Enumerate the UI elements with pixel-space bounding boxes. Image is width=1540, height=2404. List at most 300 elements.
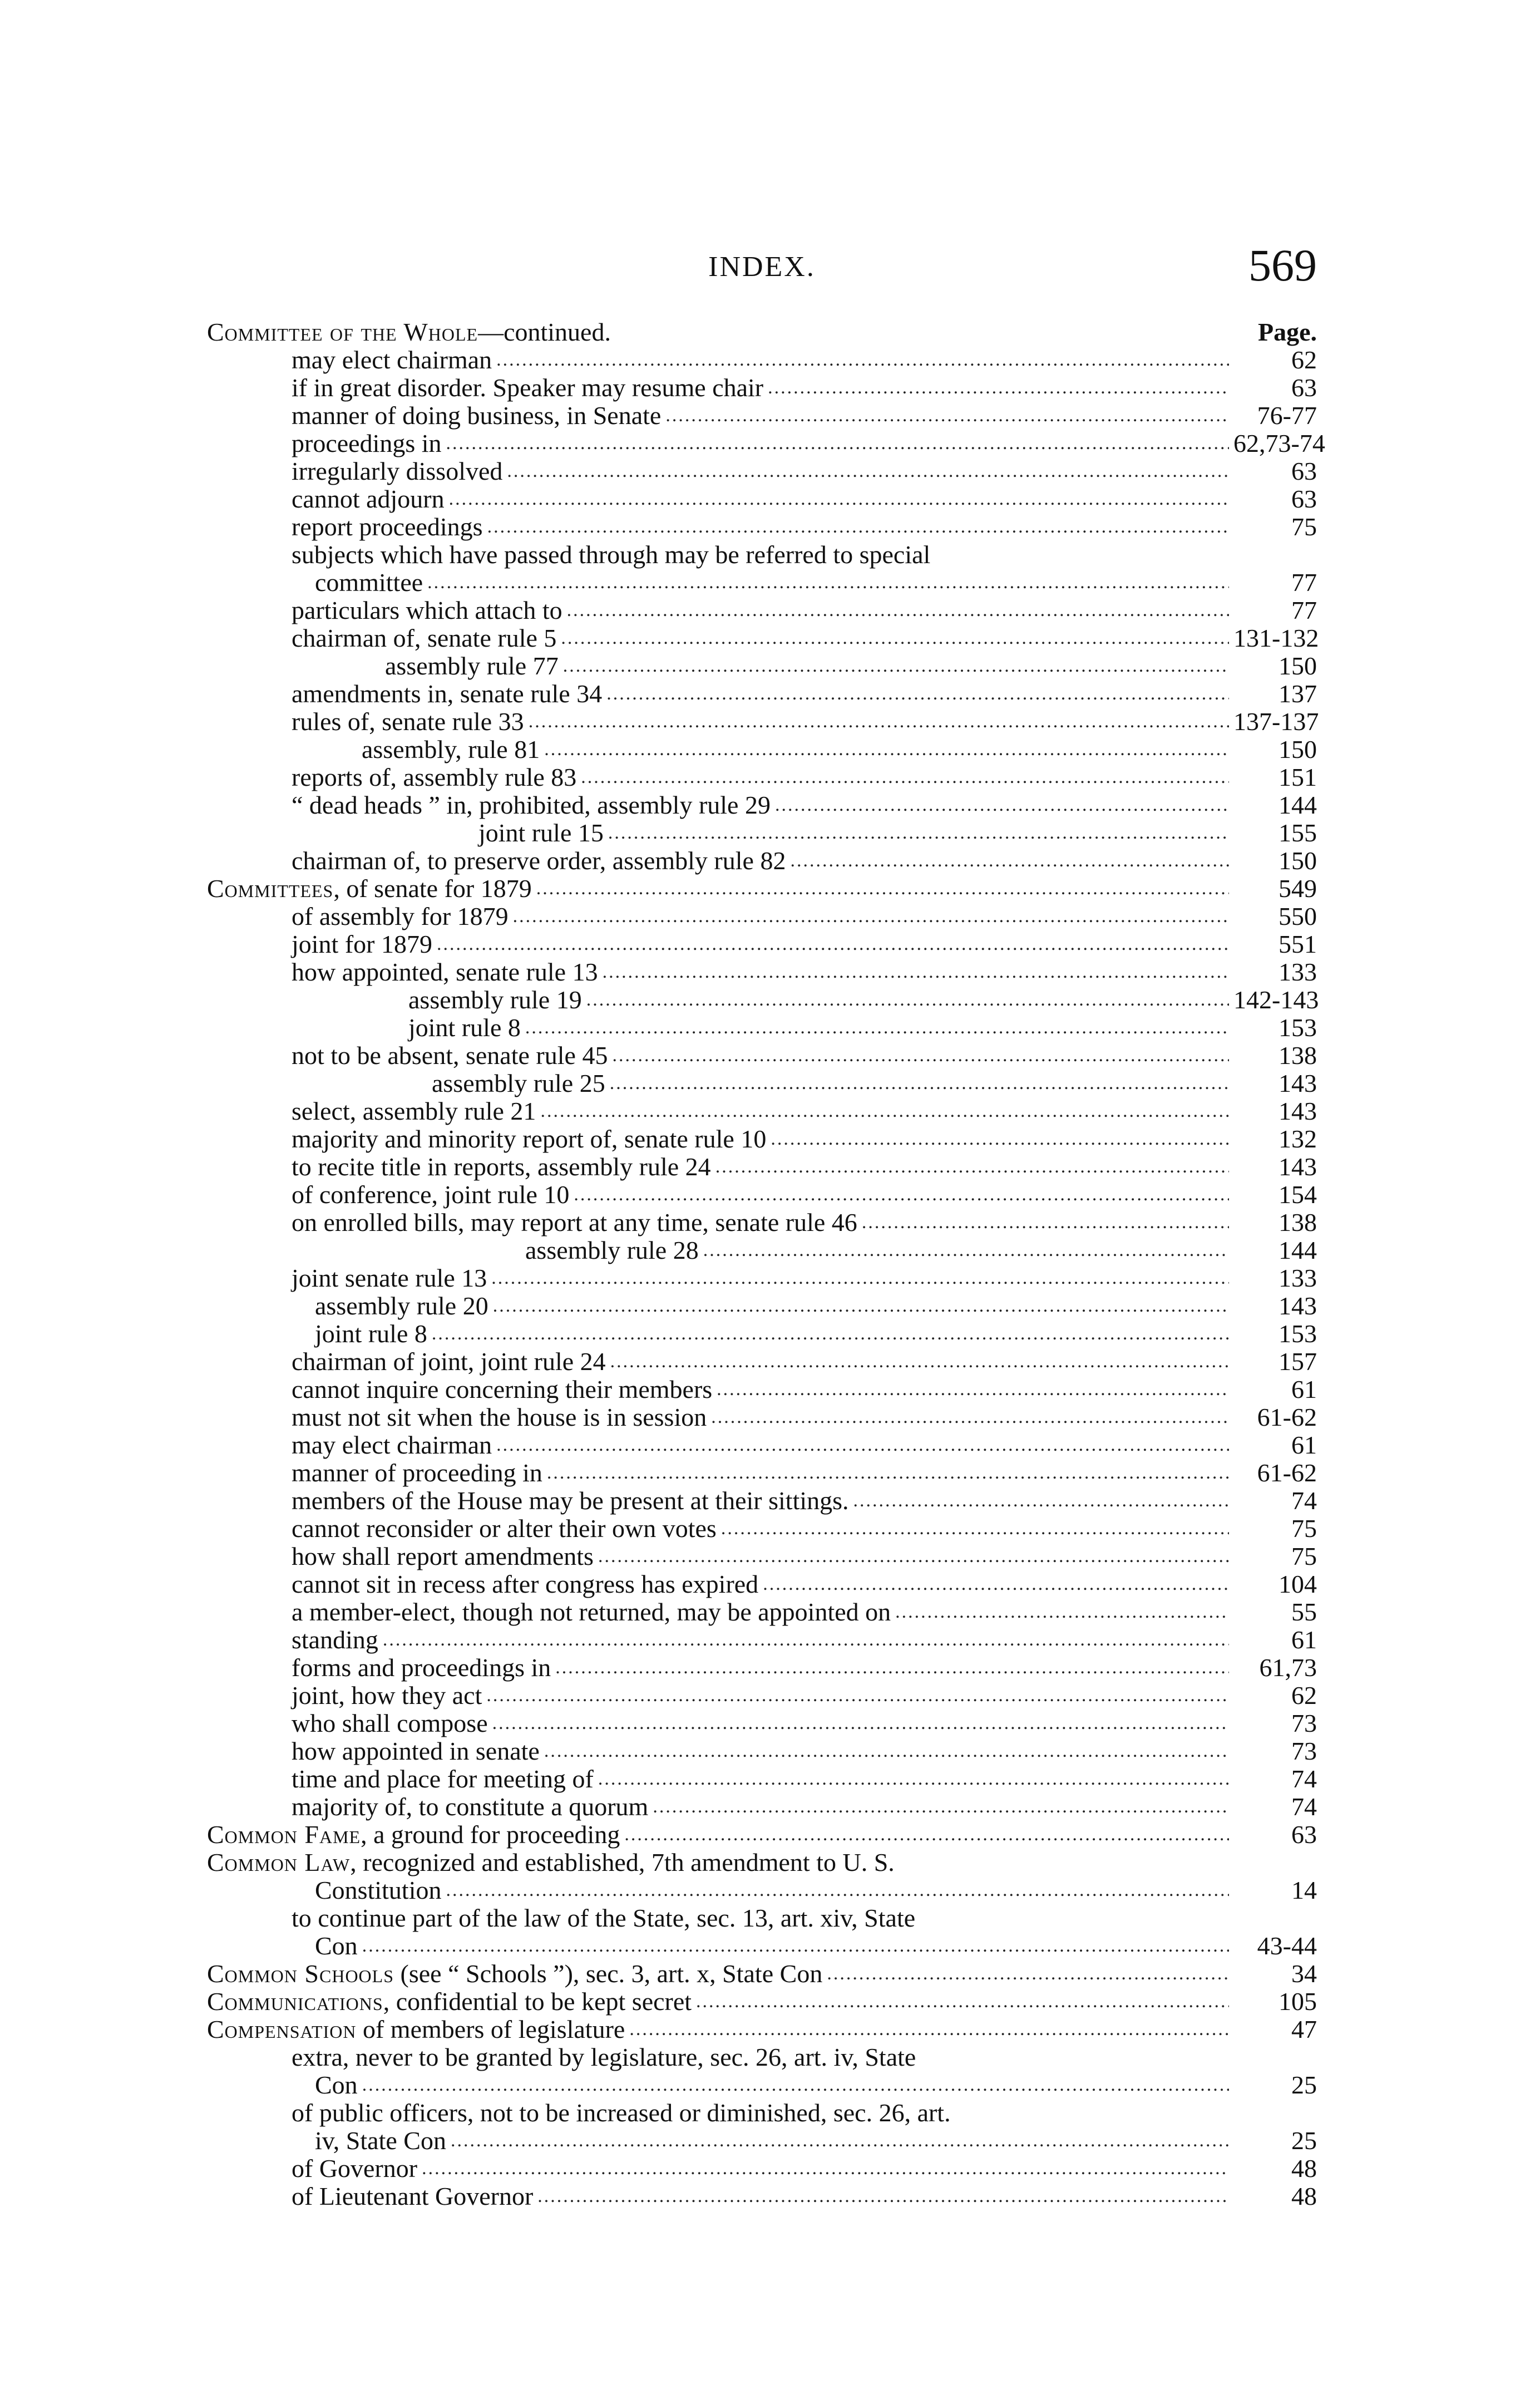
entry-page-ref: 63 bbox=[1291, 457, 1317, 485]
entry-label bbox=[207, 1932, 358, 1960]
entry-label bbox=[207, 541, 930, 569]
entry-text: Con bbox=[315, 2071, 358, 2099]
dot-leader bbox=[422, 2155, 1229, 2183]
entry-label bbox=[207, 597, 562, 624]
entry-text: joint rule 8 bbox=[408, 1013, 521, 1042]
index-entry-row bbox=[207, 1904, 1317, 1932]
entry-text: if in great disorder. Speaker may resume chair bbox=[292, 373, 764, 402]
index-entry-row bbox=[207, 903, 1317, 930]
dot-leader bbox=[529, 708, 1229, 736]
index-entry-row bbox=[207, 429, 1325, 457]
entry-page-ref: 150 bbox=[1279, 846, 1317, 875]
index-entry-row bbox=[207, 708, 1317, 736]
entry-text: must not sit when the house is in session bbox=[292, 1403, 707, 1431]
entry-text: of assembly for 1879 bbox=[292, 902, 509, 930]
entry-page-ref: 155 bbox=[1279, 819, 1317, 847]
entry-page-ref: 143 bbox=[1279, 1292, 1317, 1320]
entry-page-ref: 63 bbox=[1291, 373, 1317, 402]
dot-leader bbox=[581, 763, 1229, 791]
entry-page-ref: 104 bbox=[1279, 1570, 1317, 1598]
entry-text: irregularly dissolved bbox=[292, 457, 503, 485]
entry-label bbox=[207, 875, 532, 903]
dot-leader bbox=[606, 680, 1229, 708]
dot-leader bbox=[717, 1376, 1229, 1403]
entry-label bbox=[207, 2127, 446, 2155]
entry-heading: Compensation bbox=[207, 2015, 357, 2043]
dot-leader bbox=[610, 1348, 1229, 1376]
dot-leader bbox=[427, 569, 1229, 597]
entry-page-ref: Page. bbox=[1257, 318, 1317, 346]
entry-label bbox=[207, 374, 763, 402]
entry-page-ref: 61 bbox=[1291, 1431, 1317, 1459]
entry-page-ref: 76-77 bbox=[1257, 401, 1317, 430]
dot-leader bbox=[547, 1459, 1229, 1487]
entry-label bbox=[207, 1988, 692, 2016]
entry-page-ref: 150 bbox=[1279, 652, 1317, 680]
entry-text: a member-elect, though not returned, may be appointed on bbox=[292, 1598, 891, 1626]
entry-text: cannot inquire concerning their members bbox=[292, 1375, 713, 1403]
dot-leader bbox=[496, 346, 1229, 374]
entry-page-ref: 105 bbox=[1279, 1987, 1317, 2016]
index-entry-row bbox=[207, 986, 1317, 1014]
entry-text: committee bbox=[315, 568, 423, 597]
index-entry-row bbox=[207, 1570, 1317, 1598]
entry-label bbox=[207, 1876, 441, 1904]
index-entry-row bbox=[207, 1070, 1317, 1097]
entry-text: who shall compose bbox=[292, 1709, 488, 1737]
entry-page-ref: 77 bbox=[1291, 568, 1317, 597]
index-entry-row bbox=[207, 847, 1317, 875]
index-heading-row bbox=[207, 2016, 1317, 2043]
entry-page-ref: 62 bbox=[1291, 1681, 1317, 1710]
entry-label bbox=[207, 1181, 569, 1209]
entry-text: to recite title in reports, assembly rule 24 bbox=[292, 1152, 711, 1181]
entry-text: standing bbox=[292, 1625, 378, 1654]
dot-leader bbox=[853, 1487, 1229, 1515]
dot-leader bbox=[437, 930, 1229, 958]
entry-label bbox=[207, 1209, 857, 1237]
index-entry-row bbox=[207, 2099, 1317, 2127]
index-entry-row bbox=[207, 1487, 1317, 1515]
entry-page-ref: 138 bbox=[1279, 1041, 1317, 1070]
dot-leader bbox=[629, 2016, 1229, 2043]
index-entry-row bbox=[207, 652, 1317, 680]
index-entry-row bbox=[207, 569, 1317, 597]
dot-leader bbox=[446, 1876, 1229, 1904]
index-entry-row bbox=[207, 1459, 1317, 1487]
entry-text: of Governor bbox=[292, 2154, 418, 2183]
dot-leader bbox=[540, 1097, 1229, 1125]
index-heading-row bbox=[207, 1988, 1317, 2016]
index-entry-row bbox=[207, 597, 1317, 624]
entry-page-ref: 74 bbox=[1291, 1792, 1317, 1821]
entry-page-ref: 132 bbox=[1279, 1125, 1317, 1153]
entry-label bbox=[207, 1626, 378, 1654]
entry-text: chairman of joint, joint rule 24 bbox=[292, 1347, 606, 1376]
index-entry-row bbox=[207, 1264, 1317, 1292]
entry-page-ref: 61,73 bbox=[1259, 1653, 1317, 1682]
entry-text: —continued. bbox=[478, 318, 611, 346]
entry-text: joint, how they act bbox=[292, 1681, 482, 1710]
entry-page-ref: 131-132 bbox=[1233, 624, 1319, 652]
entry-heading: Communications bbox=[207, 1987, 383, 2016]
dot-leader bbox=[487, 513, 1229, 541]
entry-label bbox=[207, 1821, 620, 1849]
entry-page-ref: 47 bbox=[1291, 2015, 1317, 2043]
entry-page-ref: 144 bbox=[1279, 1236, 1317, 1264]
dot-leader bbox=[703, 1237, 1229, 1264]
dot-leader bbox=[496, 1431, 1229, 1459]
entry-label bbox=[207, 2043, 916, 2071]
entry-label bbox=[207, 1153, 711, 1181]
entry-page-ref: 25 bbox=[1291, 2071, 1317, 2099]
index-entry-row bbox=[207, 2155, 1317, 2183]
dot-leader bbox=[895, 1598, 1229, 1626]
entry-label bbox=[207, 1515, 717, 1543]
entry-page-ref: 62 bbox=[1291, 346, 1317, 374]
entry-page-ref: 77 bbox=[1291, 596, 1317, 624]
entry-text: of public officers, not to be increased or diminished, sec. 26, art. bbox=[292, 2098, 951, 2127]
entry-text: how appointed in senate bbox=[292, 1737, 540, 1765]
entry-page-ref: 62,73-74 bbox=[1233, 429, 1325, 457]
dot-leader bbox=[775, 791, 1229, 819]
dot-leader bbox=[492, 1710, 1229, 1737]
entry-label bbox=[207, 1431, 492, 1459]
dot-leader bbox=[555, 1654, 1229, 1682]
dot-leader bbox=[612, 1042, 1229, 1070]
entry-page-ref: 137 bbox=[1279, 679, 1317, 708]
entry-page-ref: 73 bbox=[1291, 1709, 1317, 1737]
index-entry-row bbox=[207, 680, 1317, 708]
entry-text: of members of legislature bbox=[356, 2015, 625, 2043]
index-entry-row bbox=[207, 1237, 1317, 1264]
index-heading-row bbox=[207, 1960, 1317, 1988]
entry-label bbox=[207, 402, 661, 430]
index-entry-row bbox=[207, 819, 1317, 847]
index-entry-row bbox=[207, 402, 1317, 430]
index-entry-row bbox=[207, 457, 1317, 485]
entry-label bbox=[207, 708, 524, 736]
entry-page-ref: 153 bbox=[1279, 1319, 1317, 1348]
entry-page-ref: 73 bbox=[1291, 1737, 1317, 1765]
dot-leader bbox=[665, 402, 1229, 430]
entry-page-ref: 63 bbox=[1291, 1820, 1317, 1849]
entry-text: how shall report amendments bbox=[292, 1542, 594, 1570]
entry-text: members of the House may be present at their sittings. bbox=[292, 1486, 849, 1515]
dot-leader bbox=[790, 847, 1229, 875]
entry-page-ref: 154 bbox=[1279, 1180, 1317, 1209]
entry-text: , of senate for 1879 bbox=[333, 874, 532, 903]
entry-label bbox=[207, 930, 432, 958]
index-entry-row bbox=[207, 1515, 1317, 1543]
index-entry-row bbox=[207, 791, 1317, 819]
dot-leader bbox=[486, 1682, 1229, 1710]
entry-page-ref: 75 bbox=[1291, 1514, 1317, 1543]
entry-text: may elect chairman bbox=[292, 1431, 492, 1459]
entry-text: manner of doing business, in Senate bbox=[292, 401, 662, 430]
dot-leader bbox=[653, 1793, 1229, 1821]
dot-leader bbox=[624, 1821, 1229, 1849]
entry-label bbox=[207, 1543, 594, 1570]
dot-leader bbox=[574, 1181, 1229, 1209]
entry-text: assembly rule 19 bbox=[408, 986, 582, 1014]
entry-text: assembly rule 28 bbox=[525, 1236, 699, 1264]
dot-leader bbox=[715, 1153, 1229, 1181]
entry-text: manner of proceeding in bbox=[292, 1459, 542, 1487]
entry-label bbox=[207, 819, 604, 847]
entry-page-ref: 74 bbox=[1291, 1486, 1317, 1515]
dot-leader bbox=[362, 2071, 1229, 2099]
entry-text: assembly, rule 81 bbox=[362, 735, 540, 763]
entry-text: chairman of, senate rule 5 bbox=[292, 624, 557, 652]
entry-page-ref: 143 bbox=[1279, 1069, 1317, 1097]
entry-label bbox=[207, 1097, 536, 1125]
entry-text: assembly rule 77 bbox=[385, 652, 559, 680]
dot-leader bbox=[362, 1932, 1229, 1960]
entry-text: of Lieutenant Governor bbox=[292, 2182, 534, 2210]
entry-text: joint rule 8 bbox=[315, 1319, 427, 1348]
dot-leader bbox=[608, 819, 1229, 847]
index-entry-row bbox=[207, 1014, 1317, 1042]
dot-leader bbox=[544, 736, 1229, 763]
entry-page-ref: 63 bbox=[1291, 485, 1317, 513]
entry-label bbox=[207, 1598, 891, 1626]
dot-leader bbox=[544, 1737, 1229, 1765]
dot-leader bbox=[563, 652, 1229, 680]
entry-page-ref: 74 bbox=[1291, 1765, 1317, 1793]
index-entry-row bbox=[207, 1292, 1317, 1320]
index-heading-row bbox=[207, 1821, 1317, 1849]
entry-text: amendments in, senate rule 34 bbox=[292, 679, 603, 708]
index-entry-row bbox=[207, 1793, 1317, 1821]
entry-text: cannot reconsider or alter their own votes bbox=[292, 1514, 717, 1543]
index-entry-row bbox=[207, 1626, 1317, 1654]
index-entry-row bbox=[207, 1598, 1317, 1626]
entry-heading: Common Schools bbox=[207, 1959, 394, 1988]
index-heading-row bbox=[207, 318, 1317, 346]
entry-text: iv, State Con bbox=[315, 2126, 446, 2155]
dot-leader bbox=[598, 1765, 1229, 1793]
index-entry-row bbox=[207, 2043, 1317, 2071]
entry-text: report proceedings bbox=[292, 513, 483, 541]
dot-leader bbox=[493, 1292, 1229, 1320]
entry-label bbox=[207, 485, 445, 513]
entry-label bbox=[207, 1403, 707, 1431]
entry-label bbox=[207, 652, 559, 680]
entry-heading: Committee of the Whole bbox=[207, 318, 478, 346]
dot-leader bbox=[446, 430, 1229, 457]
index-entry-row bbox=[207, 1876, 1317, 1904]
entry-text: to continue part of the law of the State, sec. 13, art. xiv, State bbox=[292, 1904, 916, 1932]
entry-label bbox=[207, 457, 502, 485]
entry-text: not to be absent, senate rule 45 bbox=[292, 1041, 608, 1070]
dot-leader bbox=[561, 624, 1229, 652]
entry-label bbox=[207, 1570, 758, 1598]
entry-label bbox=[207, 1793, 648, 1821]
entry-text: assembly rule 20 bbox=[315, 1292, 488, 1320]
entry-text: subjects which have passed through may be referred to special bbox=[292, 540, 931, 569]
entry-label bbox=[207, 2183, 533, 2210]
entry-text: extra, never to be granted by legislature, sec. 26, art. iv, State bbox=[292, 2043, 916, 2071]
index-entry-row bbox=[207, 1543, 1317, 1570]
entry-text: cannot sit in recess after congress has expired bbox=[292, 1570, 759, 1598]
entry-page-ref: 142-143 bbox=[1233, 986, 1319, 1014]
entry-text: Con bbox=[315, 1932, 358, 1960]
entry-label bbox=[207, 430, 442, 457]
index-entry-row bbox=[207, 1348, 1317, 1376]
entry-page-ref: 48 bbox=[1291, 2154, 1317, 2183]
entry-page-ref: 61-62 bbox=[1257, 1459, 1317, 1487]
entry-text: time and place for meeting of bbox=[292, 1765, 594, 1793]
entry-label bbox=[207, 624, 556, 652]
index-entry-row bbox=[207, 1042, 1317, 1070]
entry-label bbox=[207, 318, 611, 346]
dot-leader bbox=[449, 485, 1229, 513]
index-entry-row bbox=[207, 958, 1317, 986]
entry-label bbox=[207, 569, 423, 597]
entry-label bbox=[207, 1904, 915, 1932]
entry-page-ref: 551 bbox=[1279, 930, 1317, 958]
index-entry-row bbox=[207, 1153, 1317, 1181]
index-entry-row bbox=[207, 1765, 1317, 1793]
entry-label bbox=[207, 1014, 521, 1042]
index-entry-row bbox=[207, 763, 1317, 791]
index-heading-row bbox=[207, 875, 1317, 903]
entry-label bbox=[207, 1710, 488, 1737]
entry-text: forms and proceedings in bbox=[292, 1653, 551, 1682]
index-entry-row bbox=[207, 624, 1317, 652]
entry-text: cannot adjourn bbox=[292, 485, 445, 513]
entry-text: rules of, senate rule 33 bbox=[292, 707, 524, 736]
dot-leader bbox=[721, 1515, 1229, 1543]
entry-label bbox=[207, 1042, 608, 1070]
entry-text: joint for 1879 bbox=[292, 930, 432, 958]
dot-leader bbox=[768, 374, 1229, 402]
entry-label bbox=[207, 346, 492, 374]
dot-leader bbox=[603, 958, 1229, 986]
page-number: 569 bbox=[1248, 240, 1317, 290]
entry-label bbox=[207, 958, 598, 986]
dot-leader bbox=[696, 1988, 1229, 2016]
entry-text: , recognized and established, 7th amendment to U. S. bbox=[350, 1848, 895, 1876]
entry-page-ref: 153 bbox=[1279, 1013, 1317, 1042]
entry-page-ref: 75 bbox=[1291, 1542, 1317, 1570]
entry-label bbox=[207, 2016, 625, 2043]
entry-label bbox=[207, 1376, 712, 1403]
index-entry-row bbox=[207, 1431, 1317, 1459]
entry-label bbox=[207, 513, 483, 541]
entry-page-ref: 151 bbox=[1279, 763, 1317, 791]
entry-page-ref: 157 bbox=[1279, 1347, 1317, 1376]
entry-page-ref: 549 bbox=[1279, 874, 1317, 903]
index-entry-row bbox=[207, 1710, 1317, 1737]
index-entries bbox=[207, 318, 1325, 2210]
dot-leader bbox=[586, 986, 1229, 1014]
entry-label bbox=[207, 1237, 699, 1264]
entry-page-ref: 143 bbox=[1279, 1152, 1317, 1181]
entry-label bbox=[207, 1070, 605, 1097]
entry-label bbox=[207, 791, 771, 819]
entry-page-ref: 55 bbox=[1291, 1598, 1317, 1626]
entry-page-ref: 133 bbox=[1279, 958, 1317, 986]
index-entry-row bbox=[207, 1403, 1317, 1431]
entry-text: proceedings in bbox=[292, 429, 442, 457]
index-entry-row bbox=[207, 1654, 1317, 1682]
entry-label bbox=[207, 1292, 488, 1320]
index-entry-row bbox=[207, 1682, 1317, 1710]
entry-page-ref: 48 bbox=[1291, 2182, 1317, 2210]
entry-text: , confidential to be kept secret bbox=[383, 1987, 692, 2016]
entry-page-ref: 137-137 bbox=[1233, 707, 1319, 736]
entry-text: assembly rule 25 bbox=[432, 1069, 605, 1097]
entry-label bbox=[207, 1765, 594, 1793]
entry-label bbox=[207, 1737, 540, 1765]
dot-leader bbox=[711, 1403, 1229, 1431]
entry-text: how appointed, senate rule 13 bbox=[292, 958, 598, 986]
index-entry-row bbox=[207, 346, 1317, 374]
entry-label bbox=[207, 736, 540, 763]
dot-leader bbox=[536, 875, 1229, 903]
entry-text: , a ground for proceeding bbox=[361, 1820, 620, 1849]
entry-label bbox=[207, 903, 509, 930]
entry-page-ref: 550 bbox=[1279, 902, 1317, 930]
entry-label bbox=[207, 2071, 358, 2099]
index-entry-row bbox=[207, 485, 1317, 513]
index-entry-row bbox=[207, 2183, 1317, 2210]
entry-label bbox=[207, 1487, 849, 1515]
entry-text: chairman of, to preserve order, assembly rule 82 bbox=[292, 846, 786, 875]
dot-leader bbox=[862, 1209, 1229, 1237]
entry-label bbox=[207, 986, 582, 1014]
index-entry-row bbox=[207, 1209, 1317, 1237]
entry-label bbox=[207, 1264, 487, 1292]
page-title: INDEX. bbox=[708, 251, 816, 283]
entry-text: “ dead heads ” in, prohibited, assembly rule 29 bbox=[292, 791, 771, 819]
entry-label bbox=[207, 2099, 951, 2127]
dot-leader bbox=[513, 903, 1229, 930]
dot-leader bbox=[827, 1960, 1229, 1988]
entry-text: of conference, joint rule 10 bbox=[292, 1180, 570, 1209]
entry-page-ref: 133 bbox=[1279, 1264, 1317, 1292]
entry-page-ref: 138 bbox=[1279, 1208, 1317, 1237]
index-entry-row bbox=[207, 1125, 1317, 1153]
index-entry-row bbox=[207, 1320, 1317, 1348]
dot-leader bbox=[451, 2127, 1229, 2155]
entry-text: on enrolled bills, may report at any time, senate rule 46 bbox=[292, 1208, 857, 1237]
entry-label bbox=[207, 1320, 427, 1348]
index-entry-row bbox=[207, 2071, 1317, 2099]
page-header bbox=[207, 239, 1317, 300]
entry-text: joint senate rule 13 bbox=[292, 1264, 487, 1292]
entry-text: select, assembly rule 21 bbox=[292, 1097, 536, 1125]
entry-page-ref: 61 bbox=[1291, 1375, 1317, 1403]
dot-leader bbox=[771, 1125, 1229, 1153]
entry-page-ref: 25 bbox=[1291, 2126, 1317, 2155]
index-heading-row bbox=[207, 1849, 1317, 1876]
entry-page-ref: 143 bbox=[1279, 1097, 1317, 1125]
entry-label bbox=[207, 1849, 895, 1876]
entry-text: particulars which attach to bbox=[292, 596, 562, 624]
index-entry-row bbox=[207, 541, 1317, 569]
entry-label bbox=[207, 763, 576, 791]
entry-text: joint rule 15 bbox=[478, 819, 604, 847]
entry-label bbox=[207, 1348, 606, 1376]
dot-leader bbox=[537, 2183, 1229, 2210]
index-entry-row bbox=[207, 930, 1317, 958]
index-entry-row bbox=[207, 1932, 1317, 1960]
entry-label bbox=[207, 1654, 551, 1682]
entry-label bbox=[207, 1960, 822, 1988]
